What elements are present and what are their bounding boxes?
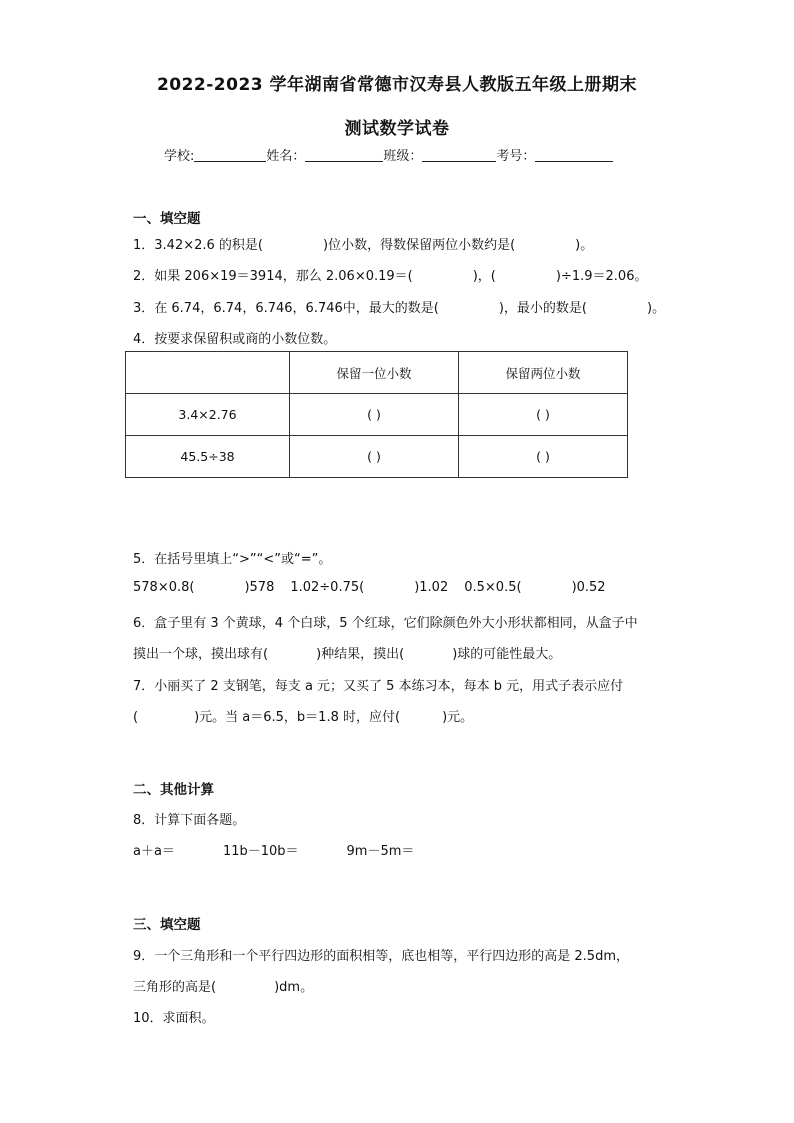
question-3 bbox=[133, 297, 665, 316]
section-heading-2: 二、其他计算 bbox=[133, 782, 214, 798]
q3-text-a: 3．在 6.74，6.7 bbox=[133, 301, 235, 316]
table-row bbox=[126, 436, 628, 478]
question-9-line-2 bbox=[133, 976, 313, 995]
question-4: 4．按要求保留积或商的小数位数。 bbox=[133, 332, 337, 347]
q2-text-b: )，( bbox=[472, 269, 496, 284]
question-10: 10．求面积。 bbox=[133, 1011, 215, 1026]
table-header-cell: 保留一位小数 bbox=[290, 352, 459, 394]
question-6-line-1: 6．盒子里有 3 个黄球，4 个白球，5 个红球，它们除颜色外大小形状都相同，从盒子中 bbox=[133, 616, 638, 631]
q8-expr-2: 11b－10b＝ bbox=[222, 844, 299, 859]
q9-text-a: 三角形的高是( bbox=[133, 980, 217, 995]
answer-cell[interactable]: ( ) bbox=[459, 394, 628, 436]
section-heading-3: 三、填空题 bbox=[133, 917, 201, 933]
q3-repeating-digits-1: 4̇ bbox=[234, 301, 243, 316]
school-blank[interactable] bbox=[194, 148, 266, 162]
class-blank[interactable] bbox=[422, 148, 496, 162]
q7-text-b: )元。当 a＝6.5，b＝1.8 时，应付( bbox=[194, 710, 401, 725]
question-1 bbox=[133, 234, 593, 253]
answer-cell[interactable]: ( ) bbox=[290, 436, 459, 478]
student-info-row bbox=[164, 145, 613, 164]
question-7-line-1: 7．小丽买了 2 支钢笔，每支 a 元；又买了 5 本练习本，每本 b 元，用式子表示应付 bbox=[133, 679, 624, 694]
question-8-expressions bbox=[133, 840, 414, 859]
q5-expr-3: 0.5×0.5( bbox=[464, 580, 522, 595]
q3-text-b: ，6.7 bbox=[242, 301, 276, 316]
table-row-label: 45.5÷38 bbox=[126, 436, 290, 478]
rounding-table bbox=[125, 351, 628, 478]
answer-cell[interactable]: ( ) bbox=[290, 394, 459, 436]
name-label: 姓名： bbox=[266, 149, 306, 164]
question-5-comparisons bbox=[133, 580, 606, 595]
q8-expr-3: 9m－5m＝ bbox=[346, 844, 415, 859]
question-2 bbox=[133, 265, 647, 284]
q8-expr-1: a＋a＝ bbox=[133, 844, 175, 859]
q5-expr-2-rhs: )1.02 bbox=[414, 580, 449, 595]
number-label: 考号： bbox=[496, 149, 536, 164]
q3-repeating-digits-3: 7̇46̇ bbox=[317, 301, 343, 316]
question-9-line-1: 9．一个三角形和一个平行四边形的面积相等，底也相等，平行四边形的高是 2.5dm， bbox=[133, 949, 629, 964]
q3-text-e: )，最小的数是( bbox=[498, 301, 588, 316]
school-label: 学校: bbox=[164, 149, 195, 164]
q5-expr-2: 1.02÷0.75( bbox=[290, 580, 365, 595]
q6-text-a: 摸出一个球，摸出球有( bbox=[133, 647, 269, 662]
q9-text-b: )dm。 bbox=[274, 980, 314, 995]
q3-text-d: 中，最大的数是( bbox=[342, 301, 439, 316]
q3-text-c: ，6. bbox=[292, 301, 318, 316]
question-6-line-2 bbox=[133, 643, 561, 662]
q1-text-c: )。 bbox=[575, 238, 594, 253]
q1-text-b: )位小数，得数保留两位小数约是( bbox=[323, 238, 516, 253]
table-header-cell bbox=[126, 352, 290, 394]
q3-text-f: )。 bbox=[647, 301, 666, 316]
number-blank[interactable] bbox=[535, 148, 613, 162]
q1-text-a: 1．3.42×2.6 的积是( bbox=[133, 238, 263, 253]
table-row bbox=[126, 394, 628, 436]
q7-text-c: )元。 bbox=[442, 710, 474, 725]
question-5: 5．在括号里填上“>”“<”或“=”。 bbox=[133, 552, 332, 567]
class-label: 班级： bbox=[383, 149, 423, 164]
answer-cell[interactable]: ( ) bbox=[459, 436, 628, 478]
table-header-cell: 保留两位小数 bbox=[459, 352, 628, 394]
name-blank[interactable] bbox=[305, 148, 383, 162]
q6-text-c: )球的可能性最大。 bbox=[452, 647, 562, 662]
q5-expr-1: 578×0.8( bbox=[133, 580, 195, 595]
q5-expr-1-rhs: )578 bbox=[244, 580, 275, 595]
q7-text-a: ( bbox=[133, 710, 139, 725]
q5-expr-3-rhs: )0.52 bbox=[571, 580, 606, 595]
q3-repeating-digits-2: 4̇6̇ bbox=[276, 301, 293, 316]
section-heading-1: 一、填空题 bbox=[133, 211, 201, 227]
table-row-label: 3.4×2.76 bbox=[126, 394, 290, 436]
q2-text-a: 2．如果 206×19＝3914，那么 2.06×0.19＝( bbox=[133, 269, 413, 284]
table-header-row bbox=[126, 352, 628, 394]
question-7-line-2 bbox=[133, 706, 473, 725]
q2-text-c: )÷1.9＝2.06。 bbox=[555, 269, 648, 284]
q6-text-b: )种结果，摸出( bbox=[316, 647, 405, 662]
exam-title-line2: 测试数学试卷 bbox=[344, 119, 450, 139]
exam-title-line1: 2022-2023 学年湖南省常德市汉寿县人教版五年级上册期末 bbox=[156, 75, 638, 95]
question-8: 8．计算下面各题。 bbox=[133, 813, 246, 828]
